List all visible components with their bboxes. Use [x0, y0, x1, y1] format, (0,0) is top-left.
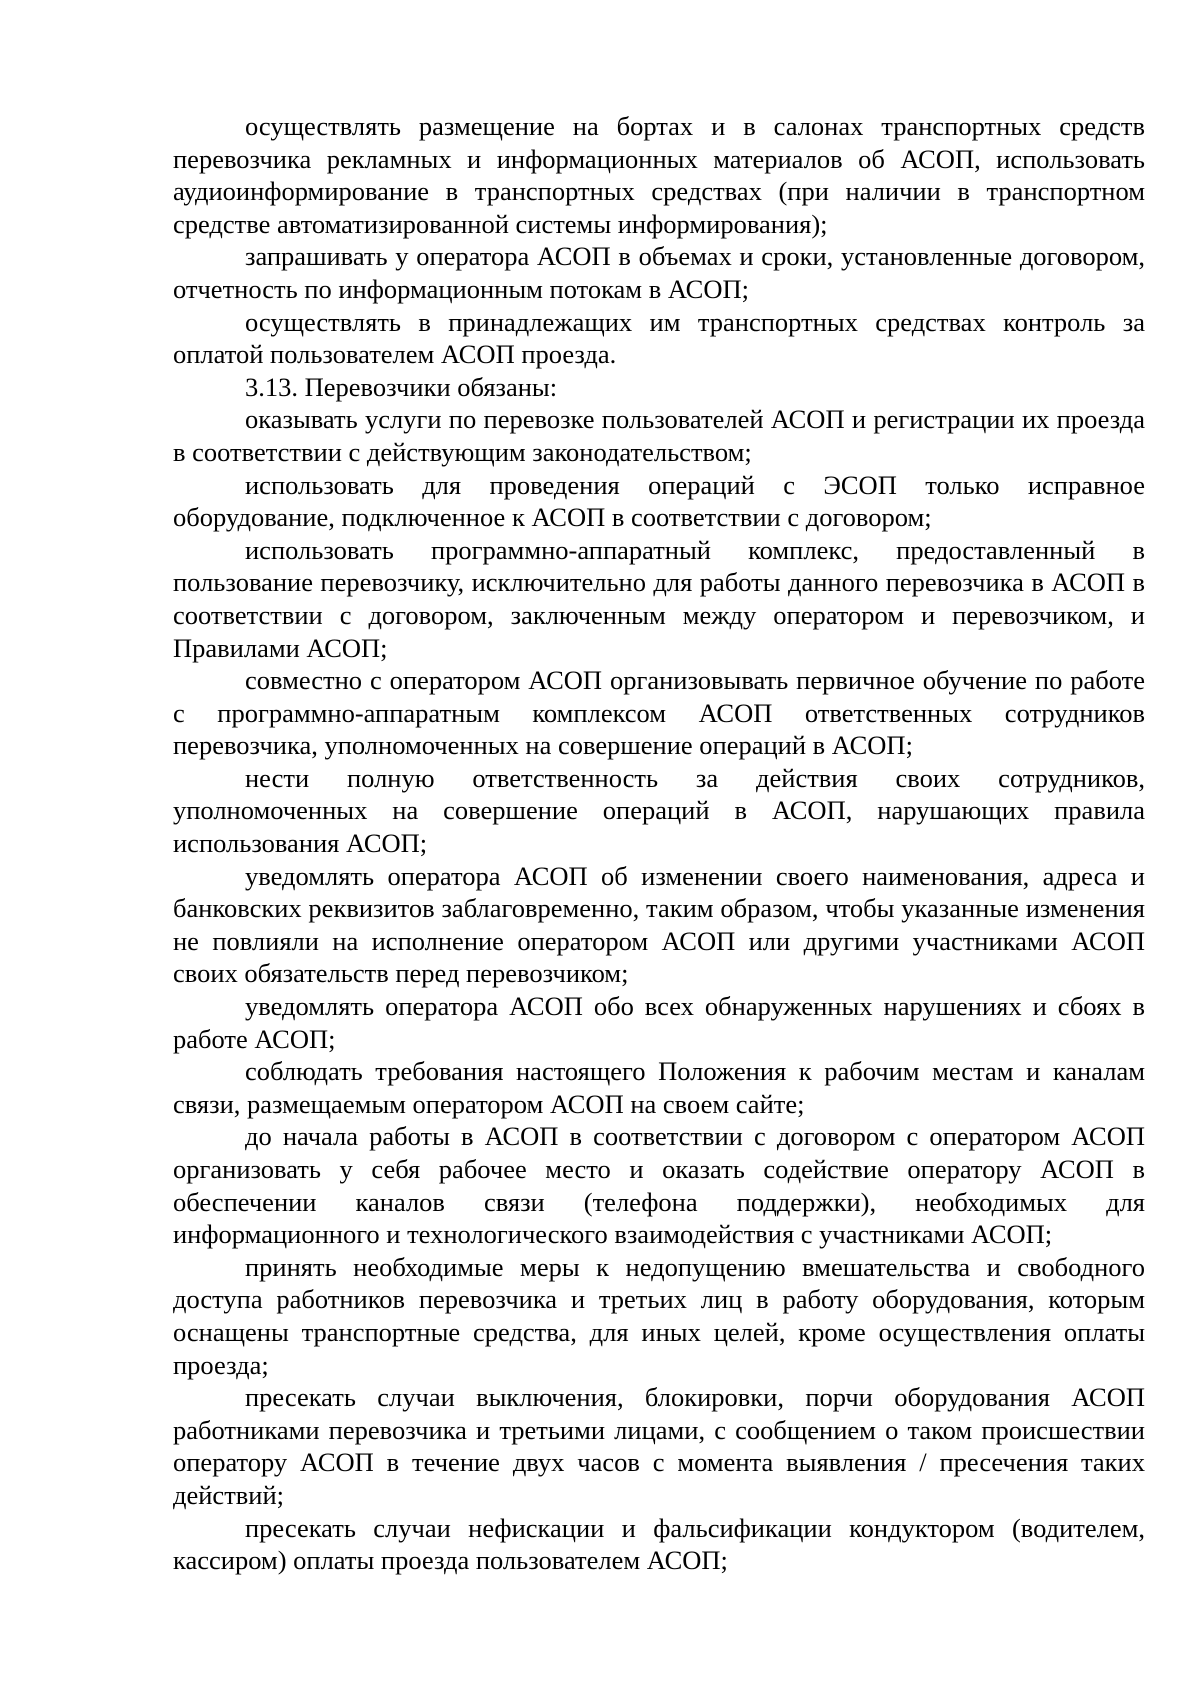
paragraph-responsibility: нести полную ответственность за действия своих сотрудников, уполномоченных на совершение операций в АСОП, нарушающих правила использования АСОП; — [173, 762, 1145, 859]
paragraph-transport-services: оказывать услуги по перевозке пользователей АСОП и регистрации их проезда в соответствии с действующим законодательством; — [173, 404, 1145, 467]
paragraph-organize-workplace: до начала работы в АСОП в соответствии с договором с оператором АСОП организовать у себя рабочее место и оказать содействие оператору АСОП в обеспечении каналов связи (телефона поддержки), необходимых для информационного и технологического взаимодействия с участниками АСОП; — [173, 1121, 1145, 1250]
paragraph-prevent-interference: принять необходимые меры к недопущению вмешательства и свободного доступа работников перевозчика и третьих лиц в работу оборудования, которым оснащены транспортные средства, для иных целей, кроме осуществления оплаты проезда; — [173, 1251, 1145, 1380]
paragraph-stop-damage: пресекать случаи выключения, блокировки, порчи оборудования АСОП работниками перевозчика и третьими лицами, с сообщением о таком происшествии оператору АСОП в течение двух часов с момента выявления / пресечения таких действий; — [173, 1382, 1145, 1510]
paragraph-use-equipment: использовать для проведения операций с ЭСОП только исправное оборудование, подключенное к АСОП в соответствии с договором; — [173, 469, 1145, 533]
paragraph-request-reports: запрашивать у оператора АСОП в объемах и сроки, установленные договором, отчетность по информационным потокам в АСОП; — [173, 241, 1145, 304]
section-heading-3-13: 3.13. Перевозчики обязаны: — [245, 371, 558, 402]
paragraph-payment-control: осуществлять в принадлежащих им транспортных средствах контроль за оплатой пользователем АСОП проезда. — [173, 306, 1145, 370]
paragraph-use-complex: использовать программно-аппаратный комплекс, предоставленный в пользование перевозчику, исключительно для работы данного перевозчика в АСОП в соответствии с договором, заключенным между оператором и перевозчиком, и Правилами АСОП; — [173, 534, 1145, 663]
paragraph-training: совместно с оператором АСОП организовывать первичное обучение по работе с программно-аппаратным комплексом АСОП ответственных сотрудников перевозчика, уполномоченных на совершение операций в АСОП; — [173, 665, 1145, 761]
document-page — [173, 110, 1145, 1577]
paragraph-workplace-requirements: соблюдать требования настоящего Положения к рабочим местам и каналам связи, размещаемым оператором АСОП на своем сайте; — [173, 1056, 1145, 1119]
paragraph-display-materials: осуществлять размещение на бортах и в салонах транспортных средств перевозчика рекламных и информационных материалов об АСОП, использовать аудиоинформирование в транспортных средствах (при наличии в транспортном средстве автоматизированной системы информирования); — [173, 111, 1145, 239]
paragraph-stop-falsification: пресекать случаи нефискации и фальсификации кондуктором (водителем, кассиром) оплаты проезда пользователем АСОП; — [173, 1512, 1145, 1576]
paragraph-notify-failures: уведомлять оператора АСОП обо всех обнаруженных нарушениях и сбоях в работе АСОП; — [173, 991, 1145, 1054]
paragraph-notify-changes: уведомлять оператора АСОП об изменении своего наименования, адреса и банковских реквизитов заблаговременно, таким образом, чтобы указанные изменения не повлияли на исполнение оператором АСОП или другими участниками АСОП своих обязательств перед перевозчиком; — [173, 860, 1145, 989]
